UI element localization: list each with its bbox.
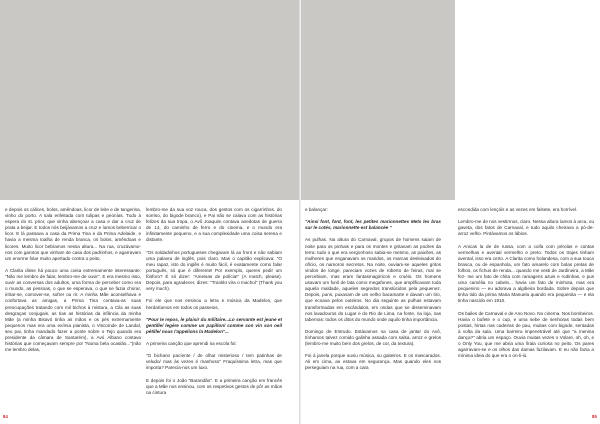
paragraph: lembro-me da sua voz rouca, dos gestos com os cigarrinhos, do sorriso, do bigode branco), e Pai não se calava com as histórias felizes da sua tropa, o Avô Joaquim contava anedotas de guerra de 14, do caminho de ferro e do cinema, e o mundo era infinitamente pequeno, e a sua complexidade uma coisa serena e distante.	[146, 207, 282, 243]
song-lyrics: "Ainsi font, font, font, les petites marionnettes Mets les bras sur le cotés, marionnette est balancée "	[305, 219, 441, 231]
paragraph: Foi à janela porque ouviu música, ou gaiteiros. E os mascarados. Ali em cima, ao estava em segurança. Mas quando eles nos perseguiam na rua, com a cara	[305, 353, 441, 371]
paragraph: e depois os cálices, bolos, amêndoas, licor de leite e de tangerina, vinho do porto. A sala enfeitada com tulipas e peonías. Tudo à espera do st. prior, que vinha abençoar a casa e dar a cruz de prata a beijar. E todos nós beijávamos a cruz e íamos beberricar o licor. E lá passava a casa da Prima Tina e da Prima Adelaide, e havia a mesma toalha de renda branca, os bolos, amêndoas e licores. Muito licor bebíamos nessa altura... Na rua, cruzávamo-nos com garotos que vinham de casa dos padrinhos, e agarravam um enorme folar muito apertado contra o peito.	[5, 207, 141, 261]
right-page	[301, 0, 600, 424]
text-column-4	[458, 207, 594, 410]
paragraph: "Os soldadinhos portugueses chegavam lá ao front e não sabiam uma palavra de inglês, pois claro. Mas o capitão explicava: "O meu rapaz, isto do inglês é muito fácil, é exatamente como falar português, só que é diferente! Por exemplo, queres pedir um fósforo? É só dizer: "Ameisas de polícia!" (A match, please). Depois, para agradecer, dizes: "Tranklü vira o machol" (Thank you very much).	[146, 249, 282, 292]
paragraph: A primeira canção que aprendi na escola foi:	[146, 341, 237, 347]
paragraph: Foi ele que nos ensinou a letra e música da Madelon, que herdaríamos em todos os passeios,	[146, 298, 282, 310]
image-placeholder-band	[301, 0, 455, 200]
paragraph: As pulhas. Na altura do Carnaval, grupos de homens saiam de noite para os pinhais e para os montes e gritavam as podres da terra: tudo o que era vergonhoso sabia-se mesmo, as paixões, as mulheres que enganavam os maridos, os marcas desleixados do ofício, os namoros secretos. Na noite, ouviam-se aqueles gritos vindos de longe, pareciam vozes de roberto de feiras, mal se percebiam, mas eram fantasmagóricos e cruéis. Os homens usavam um funil de lata como megafones, que amplificavam toda aquela maldade, aqueles segredos translúcidos pela pequenez. Depois, puns, puxavam de um velho bacamarte e davam um tiro, que ecoava pelos outeiros. No dia seguinte as pulhas estavam transformadas em escândalos, em ondas que se disseminavam nos lavadouros do Lugar e do Rio de Lima, na fonte, na loja, nas tabernas: todos os ditos do mundo onde aquilo tinha importância.	[305, 237, 441, 322]
paragraph: Os bailes de Carnaval e de Ano Novo. No cinema. Nos bombeiros. Havia o bufete e o cup, e uma sebe de senhoras todas bem postas, hirtas nas cadeiras de pau, muitas com bigode, sentadas à volta da sala. Uma barreira impenetrável até que "a menina dança?" abria um espaço. Ouvia muitas vezes o Volare, oh, oh, e o Only You, que me abria uma lírala curiosa no peito. Os pares agarravam-se e os olhos das damas fuzilavam. E eu não fazia a mínima ideia do que era o on-li-iú.	[458, 310, 594, 359]
paragraph: A Clarita disse há pouco uma coisa extremamente interessante: "Não me lembro de falar, lembro-me de ouvir". E era mesmo isso, ouvir as conversas dos adultos, uma forma de perceber como era o mundo, as pessoas, o que se esperava, o que se fazia chorar, irritar-se, comover-se, sofrer ou rir. A minha Mãe aconselhava e confortava as amigas, a Prima Tina contava-as suas preocupações tratando com mil bichos à mistura, a Cila as suas desgraças conjugais, as tias as histórias da infância da minha Mãe (a minha Bisavó tinha as mãos e os pés extremamente pequenos mas era uma exímia pianista, o Viscomde de Landal, seu pai, tinha mandado fazer a ponte sobre o Tejo quando era presidente da câmara de Santarém), a Avó Albano contava histórias que começavam sempre por "Numa bela ocasião..."(não me lembro delas,	[5, 267, 141, 353]
paragraph: Lembro-me de nos vestirmos, claro. Nessa altura íamos à arca, ou gaveta, dos fatos de Carnaval, e tudo aquilo cheirava a pó-de-arroz velho. Pintávamos os lábios.	[458, 219, 594, 237]
text-column-1	[5, 207, 141, 410]
paragraph: e balançar:	[305, 207, 328, 212]
song-lyrics: "Pour le repos, le plaisir du militaire...Lo servante est jeune et gentille/ legère comme un papillon/ comme son vin son oeil pétille/ nous l'appelions la Madelon"...	[146, 316, 282, 334]
paragraph: A Anicas la de de russa, com a coifa com pérolas e contas vermelhas e avental vermelho e preto. Todos os trajes tinham avental, isso era certo. A Clarita como holandesa, com a sua touca branca, ou de espanhola, um fato amarelo com bolas pretas de folhos, os fichus de renda... quando me vesti de Jardineira, a Mãe fez- me um fato de chita com ramagens azuis e rodinhas, e pus uma camélia no cabelo... havia um fato de minhota, mas era pequenino — eu adorava a algibeira bordada. Sobre depois que tinha tido da prima Maria Manuela quando era pequenita — e ela tinha nascido em 1910.	[458, 243, 594, 304]
text-column-2	[146, 207, 282, 410]
paragraph: Domingo de Entrudo. Estávamos na casa de jantar do Avô, tínhamos talvez comido galinha assada com salsa, arroz e grelos (lembro-me muito bem dos grelos, de cor, da textura).	[305, 328, 441, 347]
song-lyrics: "O bichano pacíente / de olhar misterioso / tem patinhas de veludo/ mas às vezes é manhoso" Fraquíssima letra, mas que importa? Parecia-nos um luxo.	[146, 353, 282, 371]
page-number: 85	[591, 414, 597, 419]
left-page	[0, 0, 299, 424]
paragraph: E depois foi o João "Barandão". E a primeira canção em francês que a Mãe nos ensinou, com os respetivos gestos de pôr as mãos na cintura	[146, 377, 282, 395]
paragraph: escondida com lençóis e as vezes em falsete, era horrível.	[458, 207, 578, 212]
text-column-3	[305, 207, 441, 410]
page-number: 84	[3, 414, 9, 419]
image-placeholder-band	[0, 0, 299, 200]
